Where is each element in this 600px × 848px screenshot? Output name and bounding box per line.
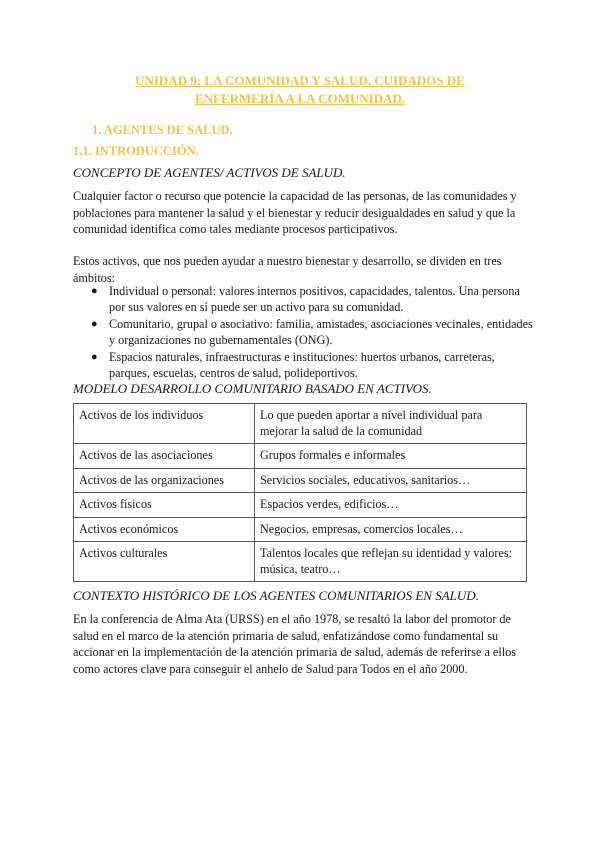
concept-heading: CONCEPTO DE AGENTES/ ACTIVOS DE SALUD. [73,165,346,180]
asset-scope-list [73,283,535,382]
bullet-icon: ● [91,318,98,330]
bullet-icon: ● [91,351,98,363]
table-cell: Servicios sociales, educativos, sanitarios… [255,468,527,493]
bullet-icon: ● [91,285,98,297]
table-row [74,444,527,469]
table-cell: Activos de las asociaciones [74,444,255,469]
context-heading: CONTEXTO HISTÓRICO DE LOS AGENTES COMUNITARIOS EN SALUD. [73,588,479,603]
concept-paragraph: Cualquier factor o recurso que potencie la capacidad de las personas, de las comunidades y poblaciones para mantener la salud y el bienestar y reducir desigualdades en salud y que la comunidad identifica como tales mediante procesos participativos. [73,189,517,236]
assets-table [73,403,527,582]
table-row [74,493,527,518]
model-heading: MODELO DESARROLLO COMUNITARIO BASADO EN ACTIVOS. [73,381,432,396]
list-item [73,349,535,381]
subsection-heading: 1.1. INTRODUCCIÓN. [73,144,199,158]
context-paragraph: En la conferencia de Alma Ata (URSS) en el año 1978, se resaltó la labor del promotor de salud en el marco de la atención primaria de salud, enfatizándose como fundamental su accionar en la implementación de la atención primaria de salud, además de referirse a ellos como actores clave para conseguir el anhelo de Salud para Todos en el año 2000. [73,612,516,676]
table-cell: Activos de las organizaciones [74,468,255,493]
list-item-text: Individual o personal: valores internos positivos, capacidades, talentos. Una persona por sus valores en sí puede ser un activo para su comunidad. [109,284,520,314]
intro-paragraph: Estos activos, que nos pueden ayudar a nuestro bienestar y desarrollo, se dividen en tres ámbitos: [73,254,502,285]
table-cell: Negocios, empresas, comercios locales… [255,517,527,542]
table-cell: Talentos locales que reflejan su identidad y valores: música, teatro… [255,542,527,582]
table-row [74,468,527,493]
table-cell: Activos culturales [74,542,255,582]
table-cell: Espacios verdes, edificios… [255,493,527,518]
list-item-text: Comunitario, grupal o asociativo: familia, amistades, asociaciones vecinales, entidades y organizaciones no gubernamentales (ONG). [109,317,533,347]
table-cell: Lo que pueden aportar a nivel individual para mejorar la salud de la comunidad [255,404,527,444]
table-cell: Grupos formales e informales [255,444,527,469]
table-cell: Activos de los individuos [74,404,255,444]
table-row [74,404,527,444]
section-heading: 1. AGENTES DE SALUD. [92,123,233,137]
table-row [74,542,527,582]
document-title: UNIDAD 9: LA COMUNIDAD Y SALUD. CUIDADOS DE ENFERMERÍA A LA COMUNIDAD. [135,73,465,106]
list-item-text: Espacios naturales, infraestructuras e instituciones: huertos urbanos, carreteras, parques, escuelas, centros de salud, polideportivos. [109,350,495,380]
table-row [74,517,527,542]
list-item [73,316,535,348]
table-cell: Activos físicos [74,493,255,518]
list-item [73,283,535,315]
table-cell: Activos económicos [74,517,255,542]
